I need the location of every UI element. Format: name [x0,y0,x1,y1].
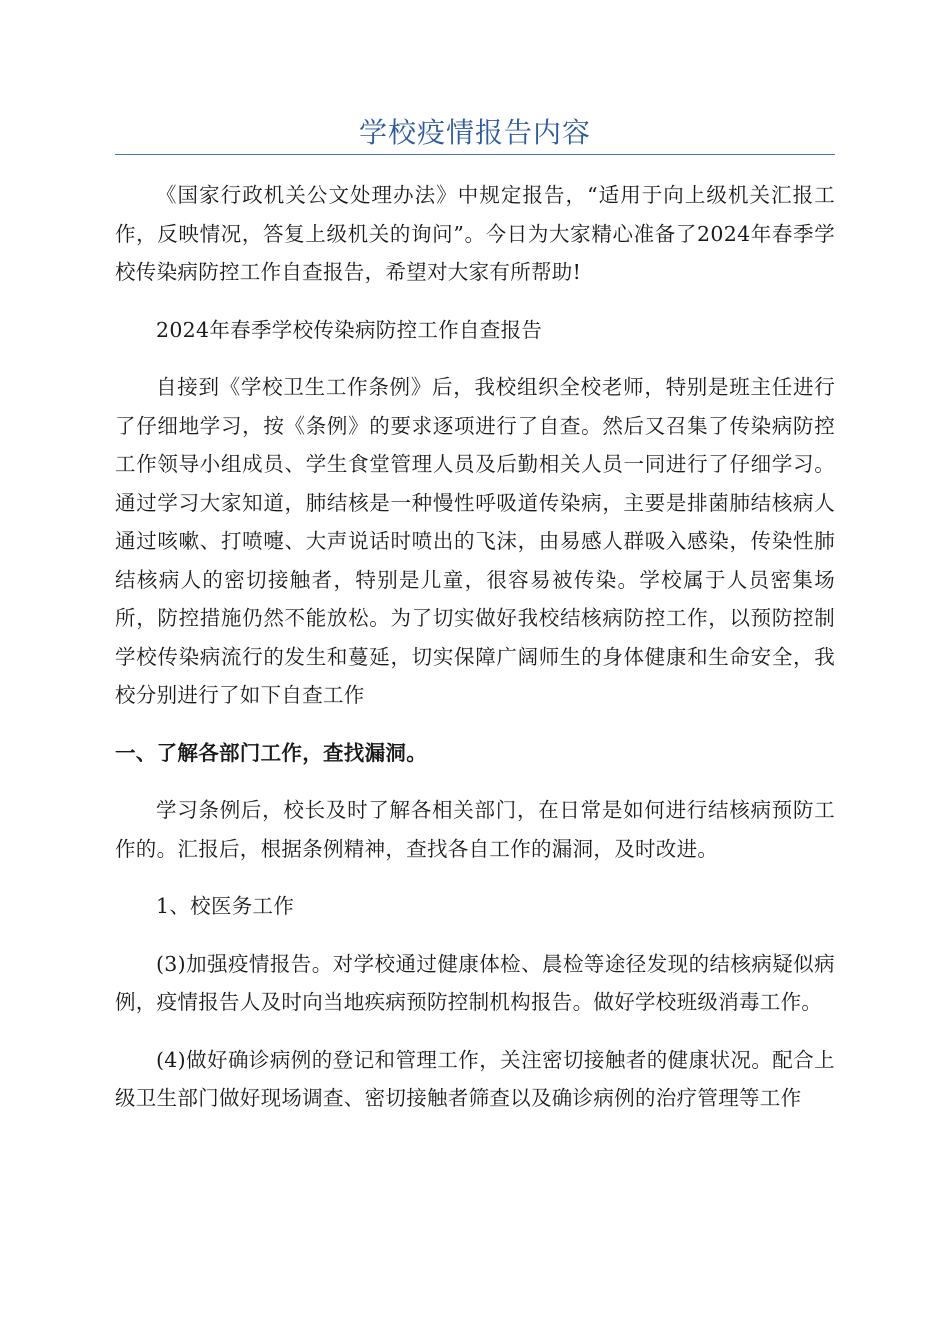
intro-paragraph: 《国家行政机关公文处理办法》中规定报告，“适用于向上级机关汇报工作，反映情况，答复上级机关的询问”。今日为大家精心准备了2024年春季学校传染病防控工作自查报告，希望对大家有所帮助! [115,183,835,284]
report-subtitle: 2024年春季学校传染病防控工作自查报告 [156,317,543,342]
document-body [115,176,835,1118]
list-item: (3)加强疫情报告。对学校通过健康体检、晨检等途径发现的结核病疑似病例，疫情报告人及时向当地疾病预防控制机构报告。做好学校班级消毒工作。 [115,951,835,1014]
title-divider [115,154,835,155]
section-paragraph: 学习条例后，校长及时了解各相关部门，在日常是如何进行结核病预防工作的。汇报后，根据条例精神，查找各自工作的漏洞，及时改进。 [115,798,835,861]
list-item: (4)做好确诊病例的登记和管理工作，关注密切接触者的健康状况。配合上级卫生部门做好现场调查、密切接触者筛查以及确诊病例的治疗管理等工作 [115,1047,835,1110]
subsection-heading: 1、校医务工作 [156,894,295,918]
overview-paragraph: 自接到《学校卫生工作条例》后，我校组织全校老师，特别是班主任进行了仔细地学习，按《条例》的要求逐项进行了自查。然后又召集了传染病防控工作领导小组成员、学生食堂管理人员及后勤相关人员一同进行了仔细学习。通过学习大家知道，肺结核是一种慢性呼吸道传染病，主要是排菌肺结核病人通过咳嗽、打喷嚏、大声说话时喷出的飞沫，由易感人群吸入感染，传染性肺结核病人的密切接触者，特别是儿童，很容易被传染。学校属于人员密集场所，防控措施仍然不能放松。为了切实做好我校结核病防控工作，以预防控制学校传染病流行的发生和蔓延，切实保障广阔师生的身体健康和生命安全，我校分别进行了如下自查工作 [115,375,835,707]
section-heading: 一、了解各部门工作，查找漏洞。 [115,740,427,765]
document-title: 学校疫情报告内容 [358,116,591,149]
